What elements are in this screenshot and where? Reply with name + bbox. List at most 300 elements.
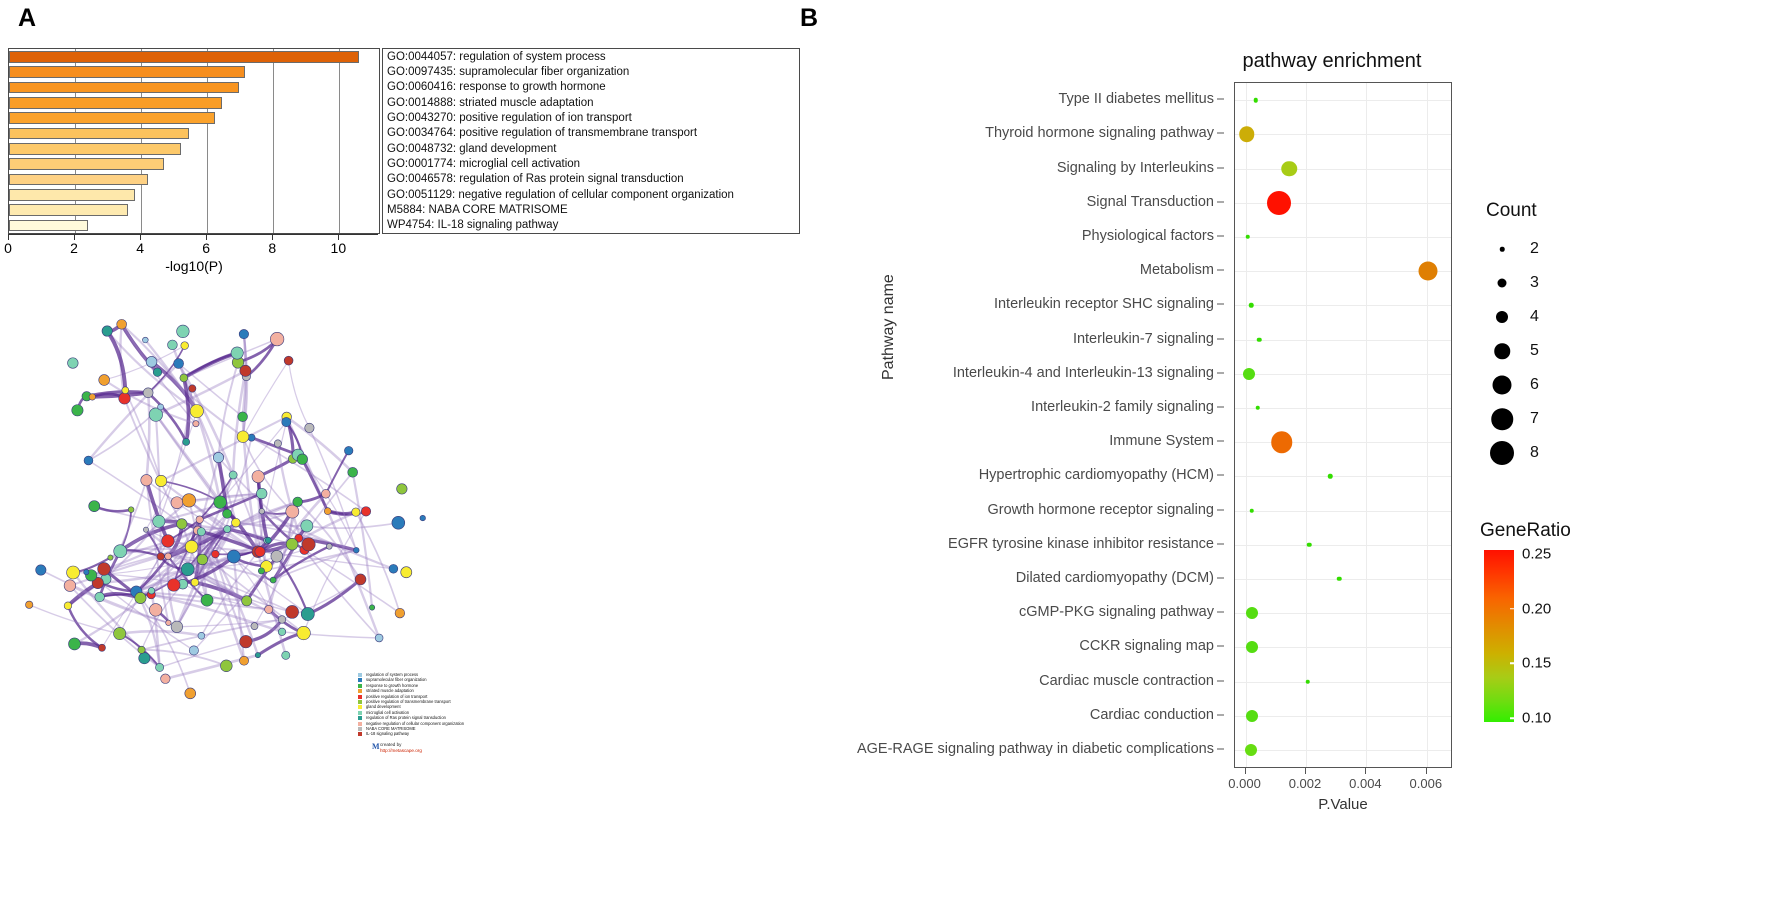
network-legend-label: regulation of Ras protein signal transduction (366, 715, 446, 721)
dotplot-horizontal-gridline (1235, 134, 1451, 135)
dotplot-horizontal-gridline (1235, 682, 1451, 683)
table-row (9, 97, 379, 109)
count-legend-row (1478, 334, 1618, 368)
table-row (9, 220, 379, 232)
network-node (274, 440, 281, 447)
table-row (9, 51, 379, 63)
dotplot-point (1267, 191, 1291, 215)
count-size-legend (1478, 200, 1618, 470)
network-node (305, 423, 314, 432)
dotplot-y-tick-label: Interleukin-4 and Interleukin-13 signaling (952, 364, 1214, 381)
bar-term-label: GO:0014888: striated muscle adaptation (387, 96, 594, 109)
network-node (158, 404, 164, 410)
dotplot-vertical-gridline (1427, 83, 1428, 767)
network-node (95, 592, 105, 602)
network-legend-label: NABA CORE MATRISOME (366, 725, 416, 731)
bar (9, 158, 164, 170)
generatio-tick-label: 0.10 (1522, 709, 1552, 727)
network-node (149, 604, 162, 617)
count-legend-value: 2 (1530, 240, 1539, 257)
count-legend-dot (1498, 279, 1507, 288)
network-node (286, 538, 298, 550)
network-node (119, 393, 131, 405)
dotplot-title: pathway enrichment (1242, 50, 1422, 72)
bar-term-label: GO:0051129: negative regulation of cellular component organization (387, 188, 734, 201)
network-legend-label: microglial cell activation (366, 709, 410, 715)
dotplot-horizontal-gridline (1235, 613, 1451, 614)
network-node (89, 394, 96, 401)
count-legend-row (1478, 368, 1618, 402)
bar (9, 189, 135, 201)
dotplot-horizontal-gridline (1235, 579, 1451, 580)
dotplot-point (1419, 262, 1438, 281)
network-node (282, 651, 290, 659)
network-legend-label: supramolecular fiber organization (366, 677, 427, 683)
dotplot-y-tick-label: Cardiac muscle contraction (1039, 672, 1214, 689)
dotplot-y-tick-label: Hypertrophic cardiomyopathy (HCM) (978, 467, 1214, 484)
dotplot-y-axis-title: Pathway name (880, 274, 897, 380)
dotplot-y-tick (1217, 338, 1224, 339)
network-node (122, 387, 129, 394)
network-node (174, 359, 184, 369)
dotplot-x-tick (1245, 768, 1246, 774)
network-node (237, 431, 249, 443)
count-legend-value: 3 (1530, 274, 1539, 291)
dotplot-x-tick (1426, 768, 1427, 774)
dotplot-y-tick (1217, 201, 1224, 202)
bar-x-tick-label: 4 (136, 240, 145, 256)
count-legend-value: 7 (1530, 410, 1539, 427)
network-node (395, 608, 405, 618)
dotplot-y-tick (1217, 99, 1224, 100)
network-node (180, 374, 188, 382)
network-node (89, 501, 100, 512)
bar-x-tick-label: 0 (4, 240, 12, 256)
bar-chart-x-tick-labels (0, 240, 400, 260)
dotplot-y-tick-label: Thyroid hormone signaling pathway (985, 125, 1214, 142)
network-legend-label: striated muscle adaptation (366, 688, 414, 694)
network-node (197, 554, 208, 565)
network-node (297, 626, 310, 639)
network-credit (380, 742, 422, 754)
network-node (146, 356, 157, 367)
dotplot-point (1239, 127, 1255, 143)
bar-term-label: GO:0060416: response to growth hormone (387, 81, 606, 94)
network-node (248, 434, 255, 441)
network-legend-swatch (358, 678, 362, 682)
bar (9, 112, 215, 124)
count-legend-row (1478, 436, 1618, 470)
dotplot-y-tick (1217, 646, 1224, 647)
network-node (286, 605, 299, 618)
network-legend-swatch (358, 700, 362, 704)
network-node (36, 565, 46, 575)
network-node (214, 496, 227, 509)
network-node (138, 646, 145, 653)
bar-chart-x-axis-title: -log10(P) (165, 258, 223, 274)
table-row (9, 82, 379, 94)
dotplot-vertical-gridline (1366, 83, 1367, 767)
count-legend-dot (1494, 343, 1510, 359)
network-node (302, 538, 315, 551)
network-node (227, 550, 240, 563)
network-node (258, 568, 264, 574)
network-node (142, 337, 148, 343)
network-node (168, 340, 178, 350)
network-legend (358, 672, 498, 742)
network-node (361, 507, 370, 516)
count-legend-dot (1491, 408, 1513, 430)
dotplot-horizontal-gridline (1235, 442, 1451, 443)
dotplot-point (1282, 161, 1298, 177)
bar-x-tick-label: 6 (202, 240, 211, 256)
dotplot-y-tick (1217, 748, 1224, 749)
generatio-tick (1510, 663, 1520, 665)
network-node (25, 601, 32, 608)
network-node (220, 660, 232, 672)
network-legend-label: negative regulation of cellular component organization (366, 720, 465, 726)
network-legend-label: positive regulation of transmembrane transport (366, 698, 451, 704)
count-legend-dot (1493, 376, 1512, 395)
bar-term-label: GO:0043270: positive regulation of ion transport (387, 111, 632, 124)
network-node (326, 543, 332, 549)
dotplot-horizontal-gridline (1235, 169, 1451, 170)
network-node (99, 375, 110, 386)
bar (9, 174, 148, 186)
dotplot-y-tick (1217, 372, 1224, 373)
dotplot-point (1254, 98, 1259, 103)
network-legend-swatch (358, 705, 362, 709)
network-credit-url: http://metascape.org (380, 748, 422, 753)
network-legend-swatch (358, 716, 362, 720)
network-node (238, 412, 248, 422)
dotplot-point (1305, 679, 1310, 684)
dotplot-point (1245, 744, 1257, 756)
network-node (389, 564, 398, 573)
dotplot-y-tick-label: Signaling by Interleukins (1056, 159, 1214, 176)
dotplot-horizontal-gridline (1235, 545, 1451, 546)
dotplot-horizontal-gridline (1235, 237, 1451, 238)
dotplot-y-tick (1217, 270, 1224, 271)
dotplot-point (1246, 710, 1258, 722)
dotplot-point (1307, 542, 1312, 547)
bar (9, 128, 189, 140)
network-node (239, 329, 248, 338)
network-legend-swatch (358, 722, 362, 726)
dotplot-x-tick-label: 0.004 (1349, 776, 1382, 791)
network-legend-swatch (358, 673, 362, 677)
dotplot-x-tick (1305, 768, 1306, 774)
network-node (232, 518, 241, 527)
count-legend-row (1478, 402, 1618, 436)
bar-term-label: M5884: NABA CORE MATRISOME (387, 203, 568, 216)
network-node (348, 467, 358, 477)
network-node (324, 508, 331, 515)
count-legend-row (1478, 300, 1618, 334)
network-node (181, 563, 194, 576)
count-legend-value: 6 (1530, 376, 1539, 393)
network-node (177, 519, 188, 530)
network-legend-label: gland development (366, 704, 401, 710)
network-node (213, 452, 223, 462)
dotplot-x-tick-label: 0.006 (1409, 776, 1443, 791)
network-node (108, 555, 113, 560)
network-node (193, 421, 199, 427)
dotplot-y-tick-label: Dilated cardiomyopathy (DCM) (1015, 569, 1214, 586)
dotplot-y-tick-label: Signal Transduction (1086, 193, 1214, 210)
network-node (157, 553, 164, 560)
table-row (9, 158, 379, 170)
network-node (265, 605, 273, 613)
network-node (278, 628, 285, 635)
go-enrichment-bar-chart (8, 48, 380, 234)
network-node (190, 404, 203, 417)
count-legend-row (1478, 266, 1618, 300)
dotplot-y-tick (1217, 475, 1224, 476)
network-legend-swatch (358, 689, 362, 693)
bar (9, 204, 128, 216)
network-node (168, 579, 180, 591)
network-node (64, 580, 76, 592)
dotplot-point (1249, 508, 1254, 513)
network-node (321, 489, 330, 498)
metascape-logo-icon: M (372, 742, 380, 751)
dotplot-y-tick-label: Interleukin receptor SHC signaling (993, 296, 1214, 313)
network-node (166, 620, 171, 625)
network-legend-label: positive regulation of ion transport (366, 693, 428, 699)
bar-x-tick-label: 10 (330, 240, 347, 256)
network-node (278, 616, 286, 624)
dotplot-x-tick-label: 0.000 (1228, 776, 1261, 791)
network-node (240, 365, 251, 376)
network-legend-label: regulation of system process (366, 672, 419, 677)
network-legend-swatch (358, 695, 362, 699)
count-legend-dot (1490, 441, 1514, 465)
network-node (171, 621, 183, 633)
dotplot-horizontal-gridline (1235, 305, 1451, 306)
dotplot-horizontal-gridline (1235, 340, 1451, 341)
bar-term-label: GO:0097435: supramolecular fiber organization (387, 65, 630, 78)
network-node (255, 652, 260, 657)
dotplot-point (1246, 641, 1258, 653)
network-node (252, 470, 264, 482)
count-legend-dot (1496, 311, 1508, 323)
panel-b-letter: B (800, 4, 819, 32)
network-node (177, 325, 190, 338)
network-node (401, 567, 412, 578)
bar-term-label: GO:0044057: regulation of system process (387, 50, 606, 63)
dotplot-y-tick (1217, 714, 1224, 715)
bar-x-tick-label: 8 (268, 240, 277, 256)
network-node (143, 388, 153, 398)
dotplot-y-tick (1217, 680, 1224, 681)
generatio-legend-title: GeneRatio (1480, 520, 1571, 541)
count-legend-rows (1478, 232, 1618, 470)
bar-x-tick-label: 2 (70, 240, 78, 256)
network-node (183, 438, 190, 445)
dotplot-y-tick-label: Interleukin-2 family signaling (1031, 398, 1214, 415)
generatio-tick-label: 0.15 (1522, 654, 1552, 672)
bar-term-label: GO:0048732: gland development (387, 142, 557, 155)
network-node (270, 577, 276, 583)
network-node (64, 602, 72, 610)
network-node (270, 332, 284, 346)
dotplot-y-tick-label: Metabolism (1139, 262, 1214, 279)
dotplot-y-tick-label: Cardiac conduction (1089, 706, 1214, 723)
network-edges (29, 324, 400, 693)
count-legend-value: 8 (1530, 444, 1539, 461)
network-node (265, 537, 271, 543)
dotplot-horizontal-gridline (1235, 100, 1451, 101)
network-node (297, 454, 308, 465)
network-node (84, 569, 89, 574)
network-node (284, 356, 293, 365)
network-node (114, 545, 127, 558)
count-legend-row (1478, 232, 1618, 266)
dotplot-horizontal-gridline (1235, 511, 1451, 512)
network-legend-label: IL-18 signaling pathway (366, 731, 410, 737)
bar-term-label: GO:0046578: regulation of Ras protein signal transduction (387, 173, 684, 186)
table-row (9, 189, 379, 201)
network-node (251, 623, 258, 630)
network-node (182, 494, 195, 507)
generatio-tick-label: 0.20 (1522, 600, 1552, 618)
network-legend-item (358, 731, 498, 736)
dotplot-horizontal-gridline (1235, 647, 1451, 648)
network-node (114, 627, 126, 639)
dotplot-horizontal-gridline (1235, 408, 1451, 409)
network-node (392, 516, 405, 529)
network-node (271, 550, 283, 562)
dotplot-horizontal-gridline (1235, 750, 1451, 751)
network-node (98, 644, 105, 651)
network-node (148, 587, 155, 594)
network-node (224, 526, 231, 533)
network-legend-swatch (358, 727, 362, 731)
dotplot-x-tick-labels (1228, 776, 1452, 794)
network-legend-label: response to growth hormone (366, 682, 419, 688)
network-node (128, 507, 134, 513)
dotplot-y-tick (1217, 304, 1224, 305)
dotplot-point (1245, 235, 1250, 240)
dotplot-point (1246, 607, 1258, 619)
bar-chart-term-legend (382, 48, 800, 234)
network-node (301, 607, 314, 620)
table-row (9, 174, 379, 186)
panel-a-letter: A (18, 4, 37, 32)
dotplot-vertical-gridline (1246, 83, 1247, 767)
network-node (198, 632, 205, 639)
table-row (9, 66, 379, 78)
dotplot-point (1328, 474, 1333, 479)
network-credit-line1: created by (380, 742, 402, 747)
network-node (242, 596, 252, 606)
bar-term-label: WP4754: IL-18 signaling pathway (387, 219, 559, 232)
dotplot-y-tick (1217, 577, 1224, 578)
network-node (139, 653, 150, 664)
bar (9, 220, 88, 232)
network-node (256, 488, 267, 499)
network-legend-swatch (358, 684, 362, 688)
dotplot-point (1249, 303, 1254, 308)
table-row (9, 128, 379, 140)
table-row (9, 204, 379, 216)
network-node (286, 505, 299, 518)
count-legend-value: 4 (1530, 308, 1539, 325)
generatio-tick (1510, 717, 1520, 719)
network-node (223, 509, 232, 518)
dotplot-x-ticks (1234, 768, 1452, 776)
dotplot-point (1257, 337, 1262, 342)
count-legend-title: Count (1486, 200, 1537, 221)
dotplot-y-tick (1217, 612, 1224, 613)
bar-term-label: GO:0034764: positive regulation of transmembrane transport (387, 127, 698, 140)
table-row (9, 112, 379, 124)
dotplot-x-tick (1365, 768, 1366, 774)
dotplot-y-tick (1217, 509, 1224, 510)
network-node (420, 515, 426, 521)
count-legend-dot (1500, 247, 1505, 252)
network-node (181, 342, 189, 350)
network-node (189, 646, 198, 655)
network-node (161, 674, 171, 684)
count-legend-value: 5 (1530, 342, 1539, 359)
network-node (143, 527, 148, 532)
network-node (135, 592, 146, 603)
network-node (240, 635, 252, 647)
dotplot-x-axis-title: P.Value (1318, 796, 1368, 813)
network-node (355, 574, 366, 585)
network-node (141, 475, 152, 486)
network-node (191, 578, 199, 586)
dotplot-y-tick-label: Growth hormone receptor signaling (987, 501, 1214, 518)
dotplot-y-tick-label: Interleukin-7 signaling (1072, 330, 1214, 347)
network-node (293, 497, 303, 507)
network-node (185, 540, 198, 553)
bar-axis-line (8, 234, 378, 235)
dotplot-plot-area (1234, 82, 1452, 768)
network-node (301, 520, 313, 532)
network-node (153, 368, 162, 377)
network-node (375, 634, 383, 642)
generatio-color-legend (1478, 520, 1628, 727)
network-node (196, 516, 203, 523)
dotplot-y-tick-label: CCKR signaling map (1079, 638, 1214, 655)
dotplot-y-tick-label: Physiological factors (1081, 227, 1214, 244)
network-node (68, 358, 79, 369)
network-node (353, 547, 359, 553)
generatio-tick-labels (1522, 545, 1602, 727)
dotplot-y-tick-label: EGFR tyrosine kinase inhibitor resistance (948, 535, 1214, 552)
network-node (117, 319, 127, 329)
network-node (69, 638, 81, 650)
network-node (165, 553, 172, 560)
dotplot-y-tick-label: cGMP-PKG signaling pathway (1018, 604, 1214, 621)
dotplot-y-tick (1217, 543, 1224, 544)
network-node (197, 528, 205, 536)
network-node (344, 446, 353, 455)
network-node (352, 508, 360, 516)
network-node (153, 515, 165, 527)
network-node (84, 456, 93, 465)
network-node (67, 566, 80, 579)
network-node (189, 385, 196, 392)
table-row (9, 143, 379, 155)
bar (9, 82, 239, 94)
network-node (259, 508, 265, 514)
dotplot-x-tick-label: 0.002 (1288, 776, 1322, 791)
network-node (255, 547, 265, 557)
